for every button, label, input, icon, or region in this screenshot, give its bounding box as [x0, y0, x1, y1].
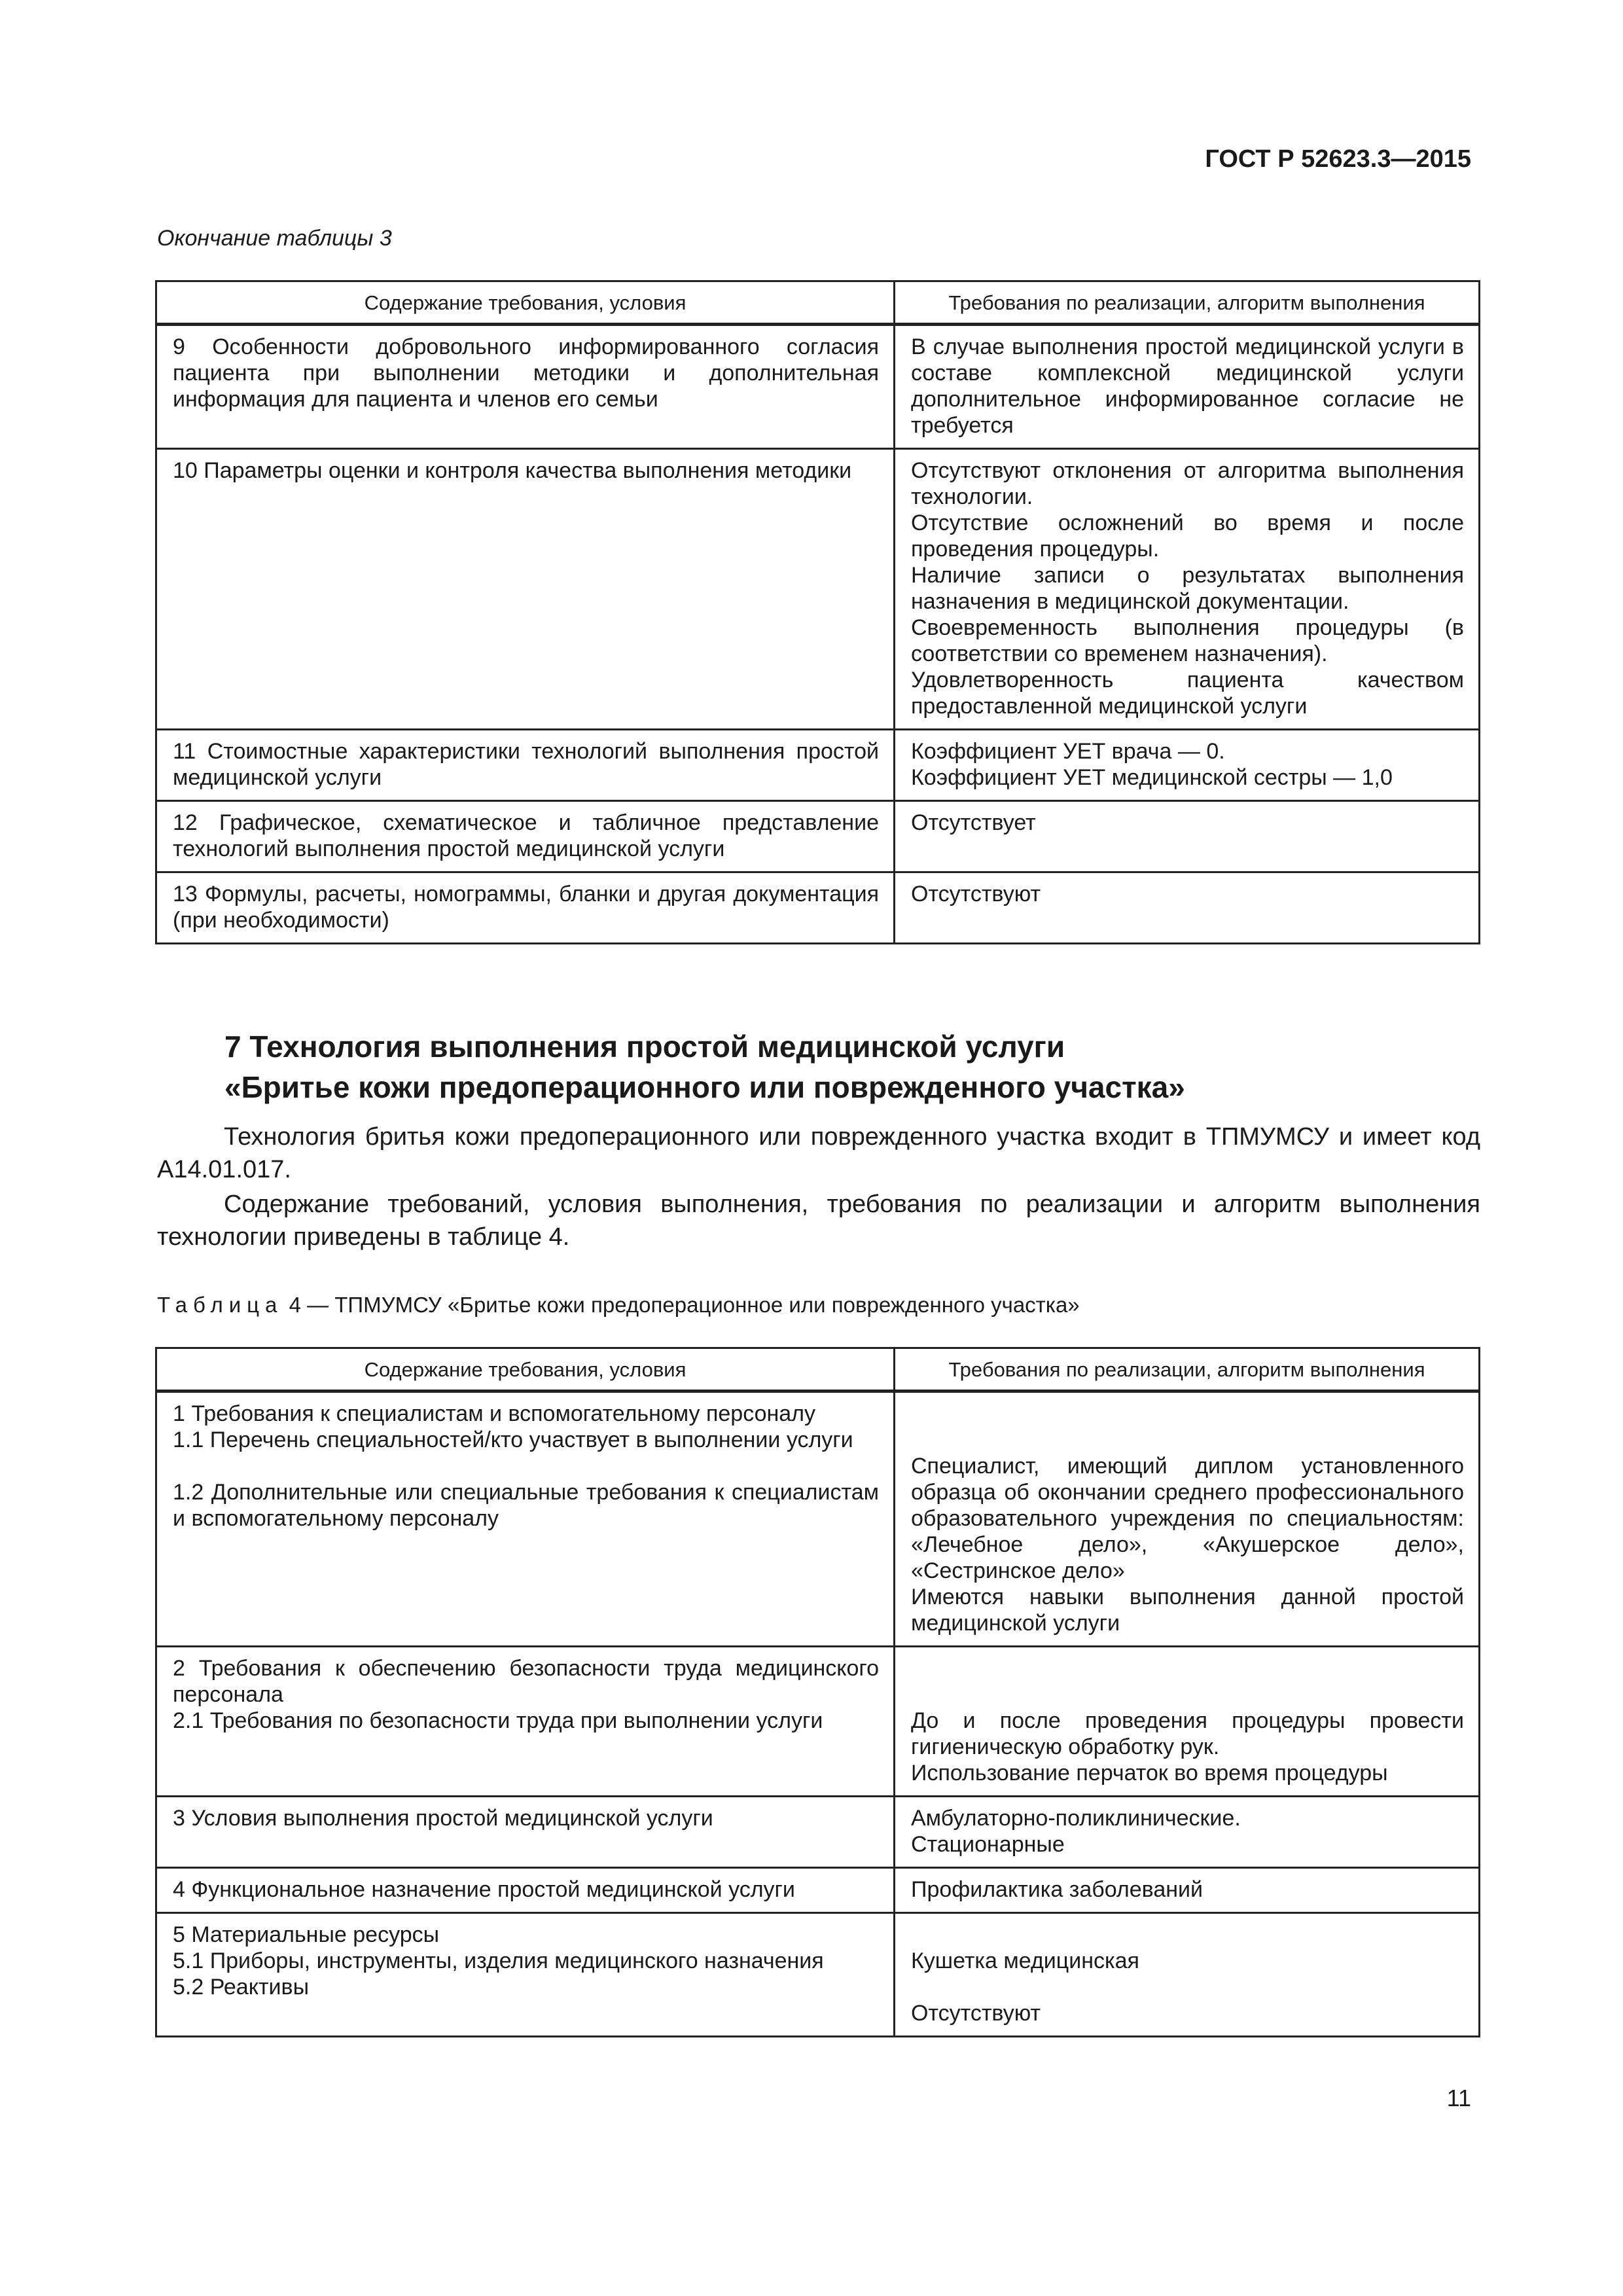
- section7-title-line1: 7 Технология выполнения простой медицинской услуги: [224, 1030, 1065, 1064]
- spacer: [911, 1427, 1464, 1453]
- table-row: [156, 801, 1480, 872]
- table-row: [156, 1391, 1480, 1647]
- cell-text: 5 Материальные ресурсы: [173, 1922, 440, 1947]
- section7-paragraph-1: Технология бритья кожи предоперационного или поврежденного участка входит в ТПМУМСУ и имеет код А14.01.017.: [157, 1123, 1480, 1183]
- table3-row12-requirement: 12 Графическое, схематическое и табличное представление технологий выполнения простой медицинской услуги: [156, 801, 895, 872]
- table3-col2-header: Требования по реализации, алгоритм выполнения: [895, 281, 1480, 325]
- page-number: 11: [1446, 2085, 1471, 2111]
- spacer: [911, 1655, 1464, 1681]
- table4-header-row: [156, 1348, 1480, 1391]
- table4-caption-text: 4 — ТПМУМСУ «Бритье кожи предоперационное или поврежденного участка»: [289, 1293, 1080, 1317]
- document-code: ГОСТ Р 52623.3—2015: [1205, 145, 1471, 173]
- table-row: [156, 1913, 1480, 2037]
- table4-row1-requirement: [156, 1391, 895, 1647]
- cell-text: Отсутствие осложнений во время и после проведения процедуры.: [911, 511, 1464, 562]
- table3-row10-implementation: [895, 449, 1480, 730]
- cell-text: 5.2 Реактивы: [173, 1975, 310, 2000]
- table4-col2-header: Требования по реализации, алгоритм выполнения: [895, 1348, 1480, 1391]
- cell-text: Своевременность выполнения процедуры (в соответствии со временем назначения).: [911, 615, 1464, 666]
- cell-text: Имеются навыки выполнения данной простой медицинской услуги: [911, 1585, 1464, 1636]
- cell-text: Амбулаторно-поликлинические.: [911, 1806, 1241, 1831]
- cell-text: 1 Требования к специалистам и вспомогательному персоналу: [173, 1401, 816, 1426]
- table4-row1-implementation: [895, 1391, 1480, 1647]
- table-row: [156, 1797, 1480, 1868]
- cell-text: Коэффициент УЕТ врача — 0.: [911, 739, 1225, 764]
- table4-row2-requirement: [156, 1647, 895, 1797]
- table4-row4-implementation: Профилактика заболеваний: [895, 1868, 1480, 1913]
- table4: [155, 1347, 1480, 2037]
- table3-row13-requirement: 13 Формулы, расчеты, номограммы, бланки и другая документация (при необходимости): [156, 872, 895, 944]
- cell-text: Кушетка медицинская: [911, 1948, 1139, 1973]
- table3-row9-requirement: 9 Особенности добровольного информированного согласия пациента при выполнении методики и дополнительная информация для пациента и членов его семьи: [156, 325, 895, 449]
- table-row: [156, 449, 1480, 730]
- table4-row3-requirement: 3 Условия выполнения простой медицинской услуги: [156, 1797, 895, 1868]
- table3-row9-implementation: [895, 325, 1480, 449]
- spacer: [911, 1922, 1464, 1948]
- cell-text: Отсутствуют: [911, 882, 1041, 906]
- spacer: [173, 1453, 879, 1479]
- cell-text: До и после проведения процедуры провести гигиеническую обработку рук.: [911, 1708, 1464, 1759]
- cell-text: 1.1 Перечень специальностей/кто участвует в выполнении услуги: [173, 1427, 853, 1452]
- spacer: [911, 1681, 1464, 1708]
- table3-caption: Окончание таблицы 3: [157, 226, 392, 251]
- cell-text: Коэффициент УЕТ медицинской сестры — 1,0: [911, 765, 1393, 790]
- cell-text: Отсутствуют: [911, 2001, 1041, 2026]
- cell-text: 1.2 Дополнительные или специальные требования к специалистам и вспомогательному персоналу: [173, 1480, 879, 1531]
- spacer: [911, 1401, 1464, 1427]
- table3-row11-requirement: 11 Стоимостные характеристики технологий выполнения простой медицинской услуги: [156, 730, 895, 801]
- cell-text: Отсутствуют отклонения от алгоритма выполнения технологии.: [911, 458, 1464, 509]
- cell-text: Использование перчаток во время процедуры: [911, 1761, 1388, 1785]
- table3-row13-implementation: [895, 872, 1480, 944]
- table3: [155, 280, 1480, 944]
- table4-caption-label: Таблица: [157, 1293, 283, 1317]
- table-row: [156, 325, 1480, 449]
- section7-paragraph-2: Содержание требований, условия выполнения, требования по реализации и алгоритм выполнения технологии приведены в таблице 4.: [157, 1191, 1480, 1251]
- cell-text: В случае выполнения простой медицинской услуги в составе комплексной медицинской услуги дополнительное информированное согласие не требуется: [911, 334, 1464, 438]
- cell-text: Специалист, имеющий диплом установленного образца об окончании среднего профессионального образовательного учреждения по специальностям: «Лечебное дело», «Акушерское дело», «Сестринское дело»: [911, 1454, 1464, 1583]
- table4-caption: [157, 1293, 1080, 1318]
- table3-col1-header: Содержание требования, условия: [156, 281, 895, 325]
- table-row: [156, 1868, 1480, 1913]
- table-row: [156, 1647, 1480, 1797]
- cell-text: Отсутствует: [911, 810, 1036, 835]
- table3-row10-requirement: 10 Параметры оценки и контроля качества выполнения методики: [156, 449, 895, 730]
- spacer: [911, 1974, 1464, 2000]
- table3-header-row: [156, 281, 1480, 325]
- table-row: [156, 872, 1480, 944]
- table4-col1-header: Содержание требования, условия: [156, 1348, 895, 1391]
- table4-row2-implementation: [895, 1647, 1480, 1797]
- cell-text: 2.1 Требования по безопасности труда при выполнении услуги: [173, 1708, 823, 1733]
- section7-title-line2: «Бритье кожи предоперационного или поврежденного участка»: [224, 1070, 1185, 1104]
- table4-row4-requirement: 4 Функциональное назначение простой медицинской услуги: [156, 1868, 895, 1913]
- table-row: [156, 730, 1480, 801]
- table3-row12-implementation: [895, 801, 1480, 872]
- cell-text: Стационарные: [911, 1832, 1065, 1857]
- cell-text: 5.1 Приборы, инструменты, изделия медицинского назначения: [173, 1948, 824, 1973]
- table4-row5-implementation: [895, 1913, 1480, 2037]
- table3-row11-implementation: [895, 730, 1480, 801]
- cell-text: Наличие записи о результатах выполнения назначения в медицинской документации.: [911, 563, 1464, 614]
- table4-row5-requirement: [156, 1913, 895, 2037]
- section7-heading: [224, 1026, 1185, 1107]
- cell-text: Удовлетворенность пациента качеством предоставленной медицинской услуги: [911, 668, 1464, 719]
- table4-row3-implementation: [895, 1797, 1480, 1868]
- cell-text: 2 Требования к обеспечению безопасности труда медицинского персонала: [173, 1656, 879, 1707]
